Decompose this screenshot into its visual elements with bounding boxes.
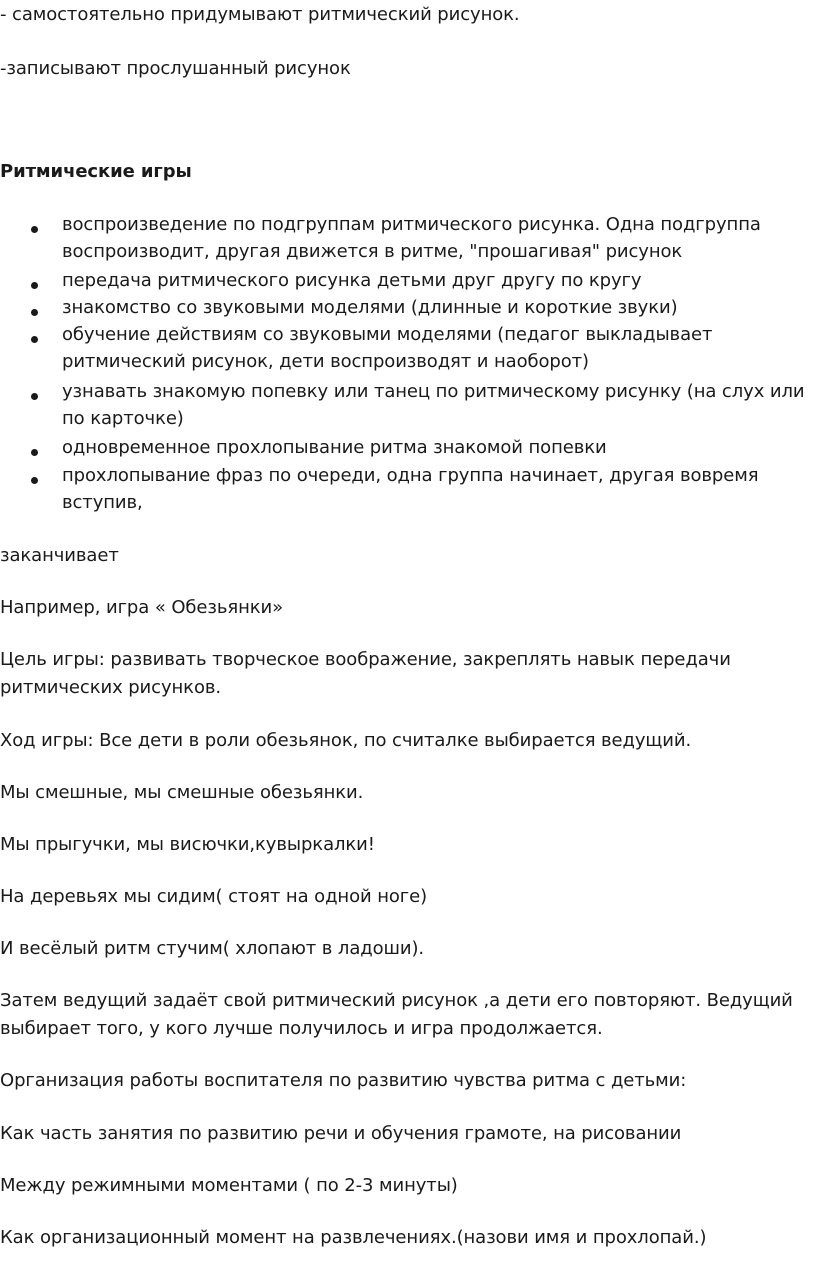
list-item-text: знакомство со звуковыми моделями (длинные и короткие звуки) bbox=[62, 297, 678, 318]
leader-line-2: выбирает того, у кого лучше получилось и игра продолжается. bbox=[0, 1018, 603, 1039]
organization-item-1: Как часть занятия по развитию речи и обучения грамоте, на рисовании bbox=[0, 1123, 682, 1144]
verse-line-3: На деревьях мы сидим( стоят на одной ноге) bbox=[0, 886, 428, 907]
organization-item-2: Между режимными моментами ( по 2-3 минуты) bbox=[0, 1175, 458, 1196]
bullet-icon bbox=[31, 393, 38, 400]
intro-line-1: - самостоятельно придумывают ритмический рисунок. bbox=[0, 4, 520, 25]
list-item-text: передача ритмического рисунка детьми друг другу по кругу bbox=[62, 270, 642, 291]
verse-line-4: И весёлый ритм стучим( хлопают в ладоши). bbox=[0, 938, 425, 959]
section-heading: Ритмические игры bbox=[0, 161, 192, 182]
example-text: Например, игра « Обезьянки» bbox=[0, 597, 284, 618]
bullet-icon bbox=[31, 449, 38, 456]
organization-item-3: Как организационный момент на развлечениях.(назови имя и прохлопай.) bbox=[0, 1227, 707, 1248]
intro-line-2: -записывают прослушанный рисунок bbox=[0, 58, 351, 79]
list-item-text: прохлопывание фраз по очереди, одна группа начинает, другая вовремя вступив, bbox=[62, 465, 759, 513]
verse-line-2: Мы прыгучки, мы висючки,кувыркалки! bbox=[0, 834, 375, 855]
continuation-text: заканчивает bbox=[0, 545, 119, 566]
list-item-text: воспроизведение по подгруппам ритмического рисунка. Одна подгруппа воспроизводит, другая движется в ритме, "прошагивая" рисунок bbox=[62, 214, 761, 262]
leader-line-1: Затем ведущий задаёт свой ритмический рисунок ,а дети его повторяют. Ведущий bbox=[0, 990, 793, 1011]
goal-line-1: Цель игры: развивать творческое воображение, закреплять навык передачи bbox=[0, 649, 731, 670]
bullet-icon bbox=[31, 477, 38, 484]
course-text: Ход игры: Все дети в роли обезьянок, по считалке выбирается ведущий. bbox=[0, 730, 692, 751]
list-item-text: одновременное прохлопывание ритма знакомой попевки bbox=[62, 437, 607, 458]
bullet-icon bbox=[31, 309, 38, 316]
goal-line-2: ритмических рисунков. bbox=[0, 677, 221, 698]
bullet-icon bbox=[31, 226, 38, 233]
organization-heading: Организация работы воспитателя по развитию чувства ритма с детьми: bbox=[0, 1070, 687, 1091]
bullet-icon bbox=[31, 282, 38, 289]
bullet-icon bbox=[31, 336, 38, 343]
list-item-text: обучение действиям со звуковыми моделями (педагог выкладывает ритмический рисунок, дети воспроизводят и наоборот) bbox=[62, 324, 713, 372]
list-item-text: узнавать знакомую попевку или танец по ритмическому рисунку (на слух или по карточке) bbox=[62, 381, 805, 429]
verse-line-1: Мы смешные, мы смешные обезьянки. bbox=[0, 782, 364, 803]
